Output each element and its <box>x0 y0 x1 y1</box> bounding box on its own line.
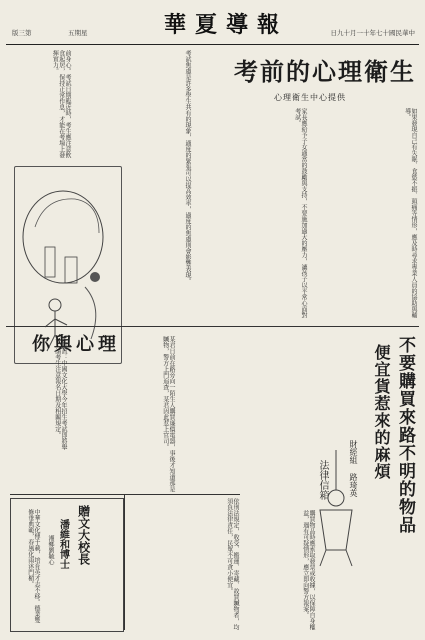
column-rule <box>124 494 125 630</box>
article-source: 心理衛生中心提供 <box>274 93 346 102</box>
sidebar-note: 本報訊：中國文化大學今年招生考試即將舉行，請考生注意報名日期及相關規定。 <box>53 336 67 450</box>
article-mental-health <box>6 46 419 355</box>
lower-section <box>6 330 419 634</box>
article-body-col-a: 家長應給予子女適當的鼓勵與支持，不要施加過大的壓力，讓孩子以平常心面對考試。 <box>293 108 307 318</box>
poem-body: 中華文化傳千載，培育英才志不移。德業雙修垂典範，春風化雨沐門楣。 <box>26 509 40 623</box>
article-body-left-2: 考試焦慮是許多學生共有的現象，適度的緊張可以提高效率，過度的焦慮則會影響表現。 <box>184 50 191 284</box>
article-body-col-b: 如果發現自己有失眠、食慾不振、頭痛等情形，應及時尋求專業人員的協助與輔導。 <box>403 108 417 318</box>
poem-box <box>10 498 124 632</box>
issue-date: 日九十月一十年七十國民華中 <box>330 29 415 37</box>
masthead: 華夏導報 <box>163 12 288 38</box>
poem-title-2: 潘維和博士 <box>57 519 69 569</box>
law-column-label: 法律信箱 <box>317 460 328 500</box>
law-article-body-1: 某君日前在路旁向一陌生人購買廉價電器，事後才知道那是贓物，警方上門追查，某君因此惹上官司。 <box>161 336 175 492</box>
law-article-title: 不要購買來路不明的物品 <box>395 336 415 534</box>
hanging-ornament-icon <box>306 450 366 570</box>
law-article-byline: 財經組 路琦英 <box>349 440 358 497</box>
law-article-body-2: 依刑法規定，收受、搬運、寄藏、故買贓物者，均須負法律責任，民眾不可貪小便宜。 <box>225 498 239 630</box>
section-divider <box>6 326 419 327</box>
weekday: 五期星 <box>68 29 88 37</box>
page-number: 版三第 <box>12 29 32 37</box>
law-article-body-3: 購買物品時應索取發票或收據，以保障自身權益，遇有可疑情形，應立即向警方報案。 <box>301 510 315 630</box>
article-body-left: 前身心。考試日期臨近時，考生應注意飲食起居，保持正常作息，才能在考場上發揮實力。 <box>51 50 71 158</box>
illustration-caption: 你與心理 <box>32 334 120 355</box>
column-rule-2 <box>10 494 240 495</box>
page-header <box>6 6 419 45</box>
poem-title-1: 贈文大校長 <box>76 505 91 565</box>
article-title: 考前的心理衛生 <box>234 57 416 86</box>
law-article-subtitle: 便宜貨惹來的麻煩 <box>372 344 391 480</box>
poem-byline: 湘鄉劉毓心 <box>47 535 54 565</box>
